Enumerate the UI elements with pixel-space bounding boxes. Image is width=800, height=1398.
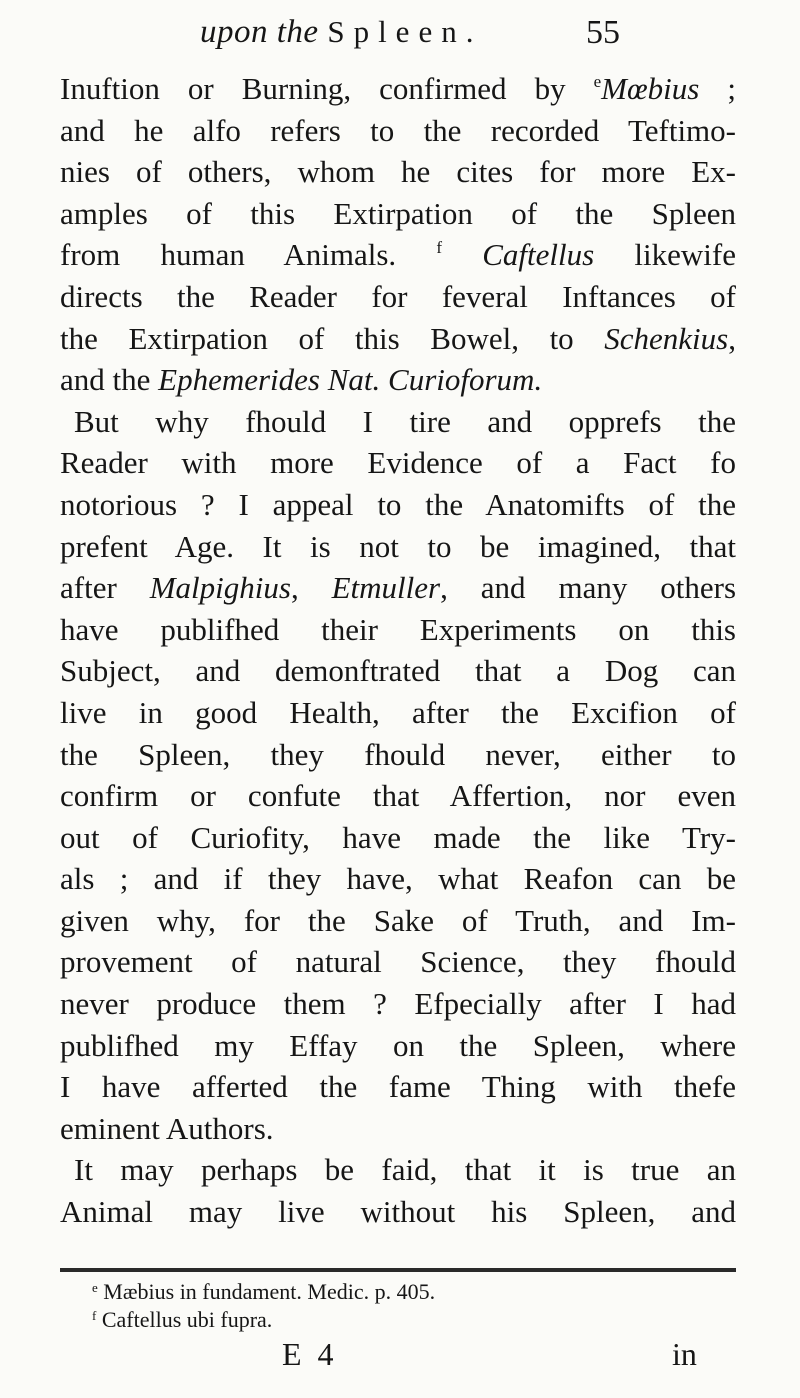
text-line bbox=[60, 567, 736, 609]
text-line bbox=[60, 234, 736, 276]
text-run: likewife bbox=[594, 237, 736, 273]
text-line bbox=[60, 983, 736, 1025]
text-run: nies of others, whom he cites for more Ex- bbox=[60, 154, 736, 190]
footnote-text: Caftellus ubi fupra. bbox=[101, 1307, 273, 1332]
text-run: Animal may live without his Spleen, and bbox=[60, 1194, 736, 1230]
text-line bbox=[60, 484, 736, 526]
text-line bbox=[60, 193, 736, 235]
footnote-reference: e bbox=[593, 72, 602, 91]
italic-text: Caftellus bbox=[482, 237, 595, 273]
text-line bbox=[60, 68, 736, 110]
text-run: the Extirpation of this Bowel, to bbox=[60, 320, 605, 356]
italic-text: Mœbius bbox=[601, 71, 700, 106]
italic-text: Etmuller bbox=[331, 570, 441, 606]
text-run: Inuftion or Burning, confirmed by bbox=[60, 71, 594, 106]
text-run: live in good Health, after the Excifion of bbox=[60, 694, 736, 730]
text-run: But why fhould I tire and opprefs the bbox=[74, 403, 736, 439]
text-run: notorious ? I appeal to the Anatomifts of the bbox=[60, 486, 736, 522]
text-line bbox=[60, 775, 736, 817]
footnote-mark: f bbox=[92, 1308, 97, 1323]
text-run: amples of this Extirpation of the Spleen bbox=[60, 195, 736, 231]
text-run: Reader with more Evidence of a Fact fo bbox=[60, 445, 736, 481]
text-run: eminent Authors. bbox=[60, 1110, 274, 1146]
text-line bbox=[60, 941, 736, 983]
text-run: never produce them ? Efpecially after I had bbox=[60, 986, 736, 1022]
text-line bbox=[60, 1149, 736, 1191]
running-head-title bbox=[200, 14, 482, 51]
text-run: , bbox=[290, 570, 332, 606]
italic-text: Schenkius bbox=[604, 320, 729, 356]
page-number: 55 bbox=[586, 14, 620, 51]
text-run: out of Curiofity, have made the like Try- bbox=[60, 819, 736, 855]
footnotes bbox=[92, 1278, 712, 1334]
text-line bbox=[60, 151, 736, 193]
catchword: in bbox=[672, 1336, 697, 1372]
text-line bbox=[60, 318, 736, 360]
text-run: and he alfo refers to the recorded Teftimo- bbox=[60, 112, 736, 148]
text-run: , bbox=[728, 320, 736, 356]
italic-text: Malpighius bbox=[149, 570, 291, 606]
text-line bbox=[60, 276, 736, 318]
text-line bbox=[60, 817, 736, 859]
text-line bbox=[60, 900, 736, 942]
text-run: confirm or confute that Affertion, nor even bbox=[60, 778, 736, 814]
text-run: It may perhaps be faid, that it is true an bbox=[74, 1152, 736, 1188]
running-head bbox=[200, 14, 620, 60]
text-run: provement of natural Science, they fhould bbox=[60, 944, 736, 980]
text-run: publifhed my Effay on the Spleen, where bbox=[60, 1027, 736, 1063]
text-line bbox=[60, 442, 736, 484]
text-run: the Spleen, they fhould never, either to bbox=[60, 736, 736, 772]
italic-text: Ephemerides Nat. Curioforum. bbox=[158, 362, 543, 398]
text-line bbox=[60, 359, 736, 401]
running-head-title-italic: upon the bbox=[200, 14, 319, 50]
text-run: , and many others bbox=[440, 570, 737, 606]
body-text bbox=[60, 68, 736, 1233]
text-line bbox=[60, 526, 736, 568]
text-line bbox=[60, 1025, 736, 1067]
text-run: after bbox=[60, 570, 150, 606]
text-run: I have afferted the fame Thing with thefe bbox=[60, 1069, 736, 1105]
text-run: prefent Age. It is not to be imagined, that bbox=[60, 528, 736, 564]
text-run bbox=[442, 237, 482, 272]
text-line bbox=[60, 1108, 736, 1150]
text-run: given why, for the Sake of Truth, and Im- bbox=[60, 902, 736, 938]
text-run: and the bbox=[60, 362, 159, 398]
text-run: als ; and if they have, what Reafon can be bbox=[60, 861, 736, 897]
footnote-mark: e bbox=[92, 1280, 98, 1295]
text-line bbox=[60, 401, 736, 443]
text-line bbox=[60, 609, 736, 651]
text-run: have publifhed their Experiments on this bbox=[60, 611, 736, 647]
text-run: Subject, and demonftrated that a Dog can bbox=[60, 653, 736, 689]
text-run: directs the Reader for feveral Inftances of bbox=[60, 278, 736, 314]
text-line bbox=[60, 692, 736, 734]
text-line bbox=[60, 734, 736, 776]
signature-mark: E 4 bbox=[282, 1336, 338, 1372]
text-line bbox=[60, 858, 736, 900]
text-run: from human Animals. bbox=[60, 237, 437, 273]
footnote-rule bbox=[60, 1268, 736, 1272]
text-line bbox=[60, 1066, 736, 1108]
footnote-e bbox=[92, 1278, 712, 1306]
text-line bbox=[60, 650, 736, 692]
text-run: ; bbox=[699, 71, 736, 106]
running-head-title-smallcaps: Spleen. bbox=[327, 14, 483, 49]
text-line bbox=[60, 1191, 736, 1233]
footnote-f bbox=[92, 1306, 712, 1334]
footnote-text: Mæbius in fundament. Medic. p. 405. bbox=[103, 1279, 436, 1304]
footnote-reference: f bbox=[436, 238, 443, 258]
text-line bbox=[60, 110, 736, 152]
